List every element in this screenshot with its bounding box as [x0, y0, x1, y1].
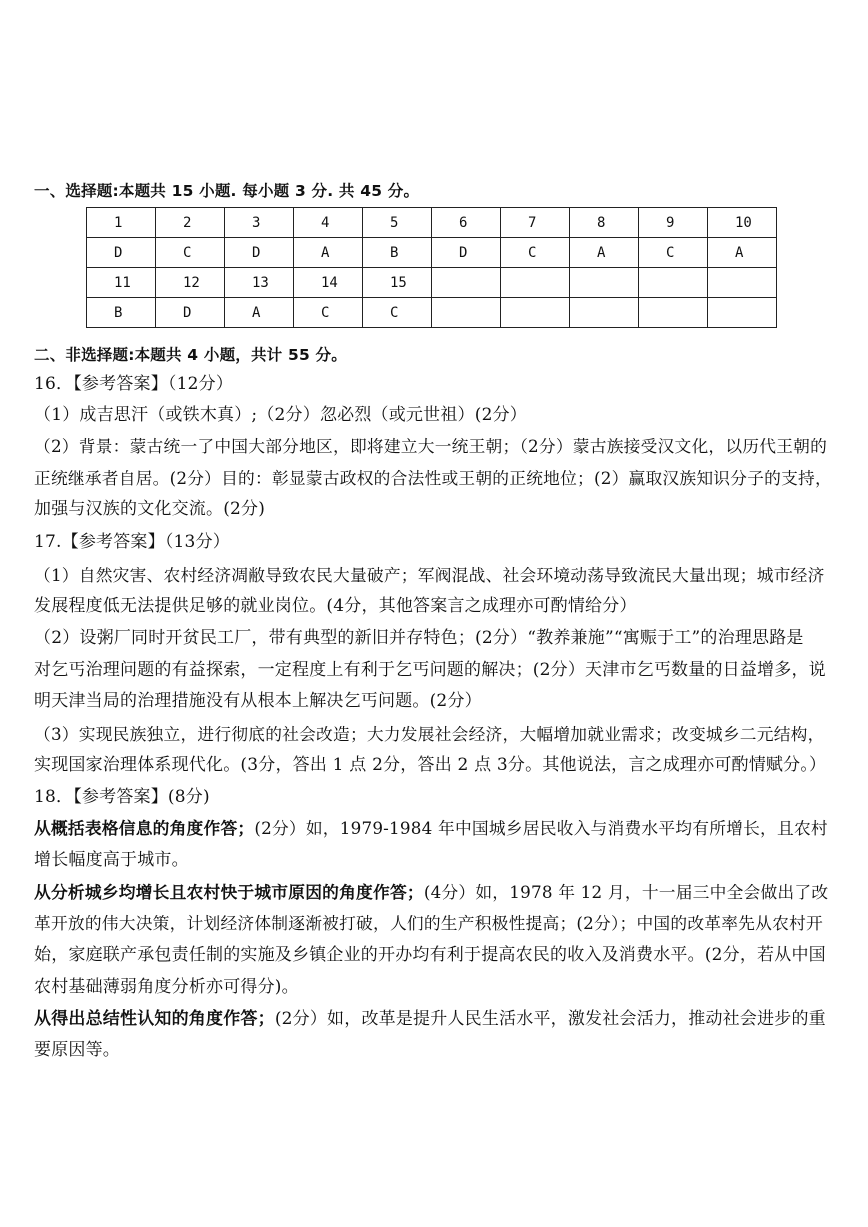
section1-heading: 一、选择题:本题共 15 小题. 每小题 3 分. 共 45 分。 [34, 182, 420, 200]
q17-part1-line: （1）自然灾害、农村经济凋敝导致农民大量破产；军阀混战、社会环境动荡导致流民大量出现；城市经济 [34, 565, 825, 585]
table-cell [432, 298, 501, 328]
q18-text: (4分）如，1978 年 12 月，十一届三中全会做出了改 [423, 882, 829, 902]
q17-part2-line: 对乞丐治理问题的有益探索，一定程度上有利于乞丐问题的解决；(2分）天津市乞丐数量的日益增多，说 [34, 660, 826, 680]
q17-part3-line: 实现国家治理体系现代化。(3分，答出 1 点 2分，答出 2 点 3分。其他说法，言之成理亦可酌情赋分。） [34, 755, 827, 775]
q18-line [34, 977, 834, 997]
q18-text: (2分）如，改革是提升人民生活水平，激发社会活力，推动社会进步的重 [274, 1009, 826, 1029]
table-cell: B [87, 298, 156, 328]
q16-part2-line: 加强与汉族的文化交流。(2分) [34, 499, 266, 519]
q18-line [34, 850, 834, 870]
q17-part1-line: 发展程度低无法提供足够的就业岗位。(4分，其他答案言之成理亦可酌情给分） [34, 596, 637, 616]
q18-line [34, 945, 834, 965]
q18-angle-label: 从概括表格信息的角度作答； [34, 818, 255, 838]
table-cell: 7 [501, 208, 570, 238]
table-cell: D [432, 238, 501, 268]
q16-part2-line: 正统继承者自居。(2分）目的：彰显蒙古政权的合法性或王朝的正统地位；(2）赢取汉族知识分子的支持， [34, 468, 832, 488]
table-cell: C [156, 238, 225, 268]
table-cell [432, 268, 501, 298]
q16-part2-line: （2）背景：蒙古统一了中国大部分地区，即将建立大一统王朝；（2分）蒙古族接受汉文化，以历代王朝的 [34, 436, 828, 456]
table-cell: 10 [708, 208, 777, 238]
table-cell: A [225, 298, 294, 328]
q18-text: 始，家庭联产承包责任制的实施及乡镇企业的开办均有利于提高农民的收入及消费水平。(2分，若从中国 [34, 945, 826, 965]
q16-part1: （1）成吉思汗（或铁木真）;（2分）忽必烈（或元世祖）(2分） [34, 405, 528, 425]
q18-text: (2分）如，1979-1984 年中国城乡居民收入与消费水平均有所增长，且农村 [254, 818, 828, 838]
table-cell: 6 [432, 208, 501, 238]
table-cell: D [156, 298, 225, 328]
table-cell: D [225, 238, 294, 268]
q18-text: 要原因等。 [34, 1040, 120, 1060]
table-cell: C [294, 298, 363, 328]
table-cell: 5 [363, 208, 432, 238]
q18-header: 18．【参考答案】(8分) [34, 787, 210, 807]
table-row [87, 208, 777, 238]
table-cell: C [639, 238, 708, 268]
table-cell [570, 268, 639, 298]
q18-angle-label: 从得出总结性认知的角度作答； [34, 1009, 275, 1029]
table-cell: A [570, 238, 639, 268]
q18-line [34, 818, 834, 838]
table-cell [708, 298, 777, 328]
table-row [87, 298, 777, 328]
table-cell: 9 [639, 208, 708, 238]
table-cell: 15 [363, 268, 432, 298]
q18-text: 革开放的伟大决策，计划经济体制逐渐被打破，人们的生产积极性提高；(2分）；中国的改革率先从农村开 [34, 913, 823, 933]
table-cell: A [708, 238, 777, 268]
q17-header: 17.【参考答案】（13分） [34, 532, 230, 552]
table-cell: 8 [570, 208, 639, 238]
table-cell: 12 [156, 268, 225, 298]
q18-text: 增长幅度高于城市。 [34, 850, 189, 870]
table-cell: B [363, 238, 432, 268]
q17-part2-line: （2）设粥厂同时开贫民工厂，带有典型的新旧并存特色；(2分）“教养兼施”“寓赈于工”的治理思路是 [34, 628, 804, 648]
table-cell: C [501, 238, 570, 268]
table-cell [501, 268, 570, 298]
q17-part3-line: （3）实现民族独立，进行彻底的社会改造；大力发展社会经济，大幅增加就业需求；改变城乡二元结构， [34, 724, 825, 744]
q18-angle-label: 从分析城乡均增长且农村快于城市原因的角度作答； [34, 882, 424, 902]
table-cell [570, 298, 639, 328]
table-cell: C [363, 298, 432, 328]
section2-heading: 二、非选择题:本题共 4 小题，共计 55 分。 [34, 346, 347, 364]
table-cell: 1 [87, 208, 156, 238]
table-cell [708, 268, 777, 298]
table-cell: 14 [294, 268, 363, 298]
table-cell [639, 268, 708, 298]
q18-line [34, 1009, 834, 1029]
table-cell [639, 298, 708, 328]
q18-text: 农村基础薄弱角度分析亦可得分)。 [34, 977, 299, 997]
table-cell [501, 298, 570, 328]
table-cell: 2 [156, 208, 225, 238]
q18-line [34, 1040, 834, 1060]
q17-part2-line: 明天津当局的治理措施没有从根本上解决乞丐问题。(2分） [34, 691, 482, 711]
table-cell: A [294, 238, 363, 268]
q18-line [34, 913, 834, 933]
table-cell: D [87, 238, 156, 268]
table-row [87, 238, 777, 268]
table-cell: 3 [225, 208, 294, 238]
q16-header: 16．【参考答案】（12分） [34, 374, 234, 394]
table-cell: 13 [225, 268, 294, 298]
choice-answer-table [86, 207, 777, 328]
q18-line [34, 882, 834, 902]
table-row [87, 268, 777, 298]
table-cell: 4 [294, 208, 363, 238]
table-cell: 11 [87, 268, 156, 298]
